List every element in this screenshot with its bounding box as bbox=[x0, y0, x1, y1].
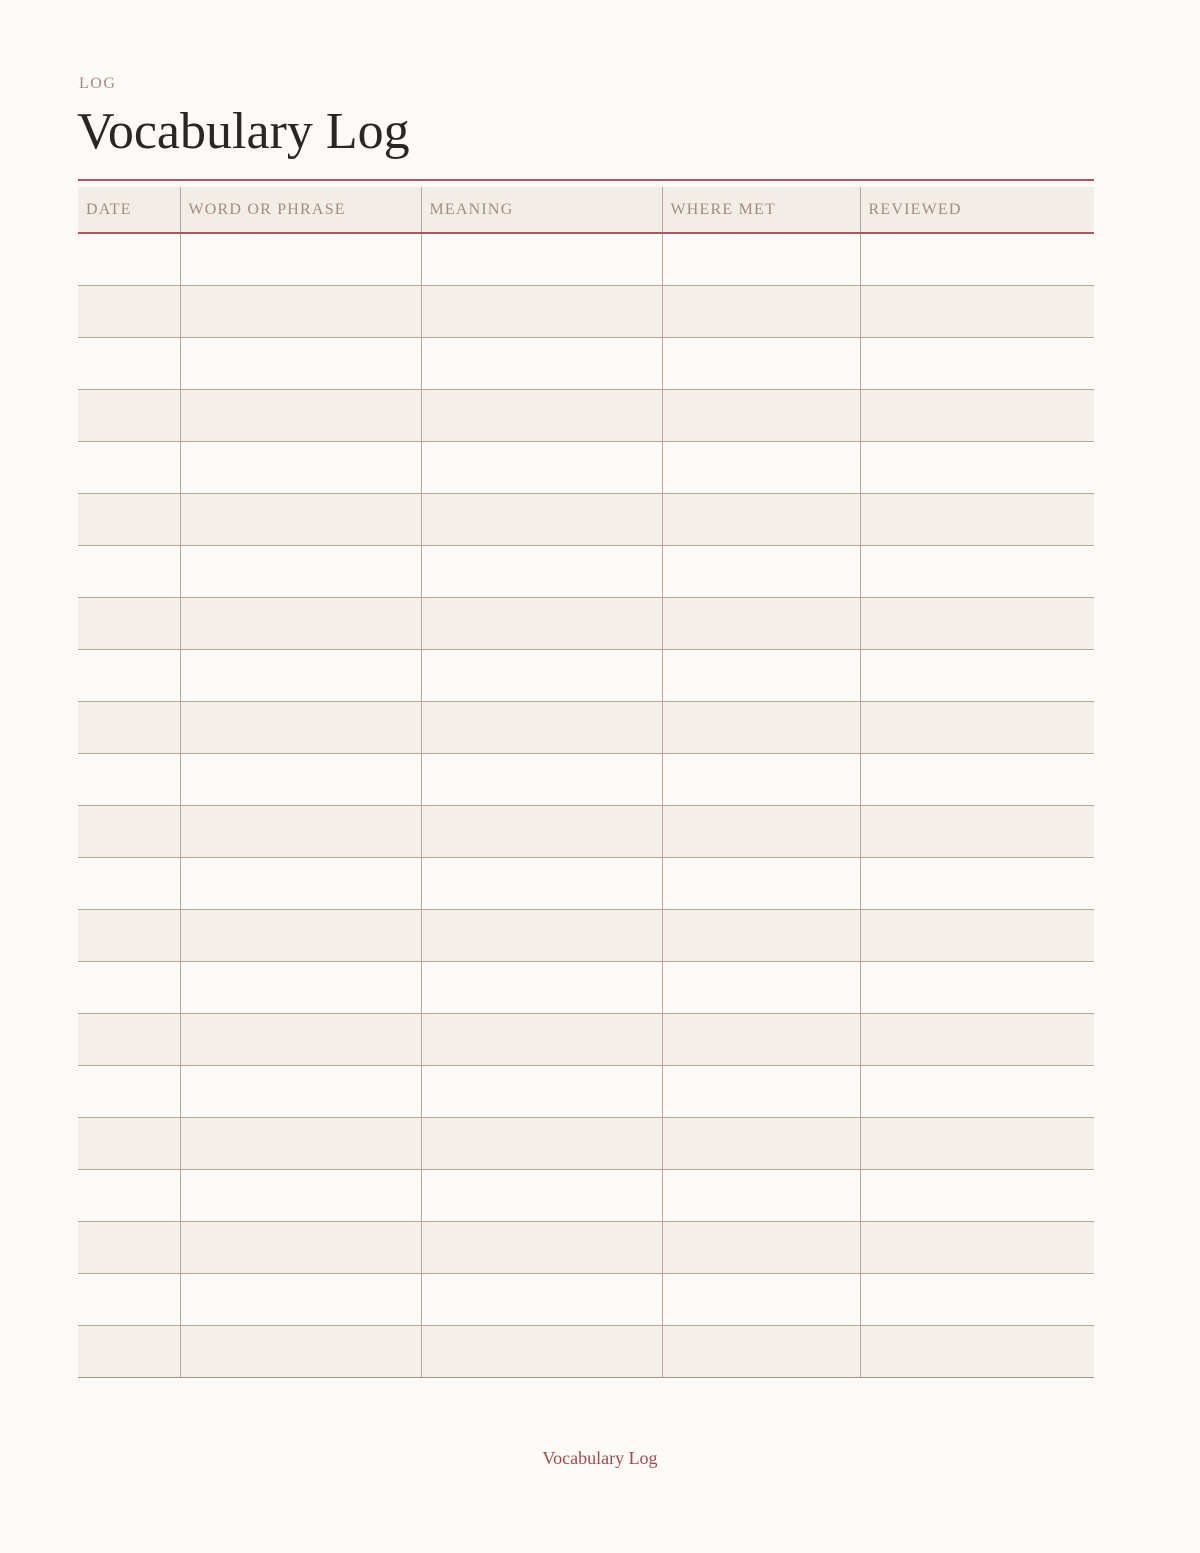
date-cell[interactable] bbox=[78, 545, 180, 597]
date-cell[interactable] bbox=[78, 285, 180, 337]
reviewed-cell[interactable] bbox=[860, 1065, 1094, 1117]
reviewed-cell[interactable] bbox=[860, 1221, 1094, 1273]
meaning-cell[interactable] bbox=[421, 1169, 662, 1221]
where-met-cell[interactable] bbox=[662, 337, 860, 389]
vocabulary-table-container bbox=[78, 179, 1094, 1378]
where-met-cell[interactable] bbox=[662, 909, 860, 961]
table-row bbox=[78, 389, 1094, 441]
meaning-cell[interactable] bbox=[421, 649, 662, 701]
where-met-cell[interactable] bbox=[662, 961, 860, 1013]
meaning-cell[interactable] bbox=[421, 1013, 662, 1065]
where-met-cell[interactable] bbox=[662, 1273, 860, 1325]
reviewed-cell[interactable] bbox=[860, 1013, 1094, 1065]
table-row bbox=[78, 909, 1094, 961]
reviewed-cell[interactable] bbox=[860, 441, 1094, 493]
meaning-cell[interactable] bbox=[421, 441, 662, 493]
meaning-cell[interactable] bbox=[421, 1325, 662, 1377]
word-or-phrase-cell[interactable] bbox=[180, 1013, 421, 1065]
where-met-cell[interactable] bbox=[662, 1117, 860, 1169]
word-or-phrase-cell[interactable] bbox=[180, 909, 421, 961]
date-cell[interactable] bbox=[78, 1169, 180, 1221]
word-or-phrase-cell[interactable] bbox=[180, 1065, 421, 1117]
reviewed-cell[interactable] bbox=[860, 649, 1094, 701]
column-header-meaning: MEANING bbox=[421, 187, 662, 233]
meaning-cell[interactable] bbox=[421, 545, 662, 597]
date-cell[interactable] bbox=[78, 389, 180, 441]
table-row bbox=[78, 597, 1094, 649]
reviewed-cell[interactable] bbox=[860, 701, 1094, 753]
meaning-cell[interactable] bbox=[421, 597, 662, 649]
word-or-phrase-cell[interactable] bbox=[180, 961, 421, 1013]
word-or-phrase-cell[interactable] bbox=[180, 753, 421, 805]
where-met-cell[interactable] bbox=[662, 1325, 860, 1377]
column-header-where-met: WHERE MET bbox=[662, 187, 860, 233]
reviewed-cell[interactable] bbox=[860, 1117, 1094, 1169]
table-row bbox=[78, 805, 1094, 857]
word-or-phrase-cell[interactable] bbox=[180, 1325, 421, 1377]
where-met-cell[interactable] bbox=[662, 649, 860, 701]
table-row bbox=[78, 493, 1094, 545]
meaning-cell[interactable] bbox=[421, 857, 662, 909]
where-met-cell[interactable] bbox=[662, 597, 860, 649]
date-cell[interactable] bbox=[78, 1325, 180, 1377]
where-met-cell[interactable] bbox=[662, 857, 860, 909]
page-footer: Vocabulary Log bbox=[542, 1448, 658, 1468]
page-title: Vocabulary Log bbox=[77, 103, 410, 160]
date-cell[interactable] bbox=[78, 597, 180, 649]
where-met-cell[interactable] bbox=[662, 753, 860, 805]
table-row bbox=[78, 545, 1094, 597]
page-eyebrow: LOG bbox=[79, 75, 117, 92]
reviewed-cell[interactable] bbox=[860, 857, 1094, 909]
word-or-phrase-cell[interactable] bbox=[180, 857, 421, 909]
column-header-date: DATE bbox=[78, 187, 180, 233]
reviewed-cell[interactable] bbox=[860, 961, 1094, 1013]
date-cell[interactable] bbox=[78, 649, 180, 701]
table-row bbox=[78, 337, 1094, 389]
reviewed-cell[interactable] bbox=[860, 389, 1094, 441]
table-row bbox=[78, 441, 1094, 493]
table-row bbox=[78, 233, 1094, 285]
where-met-cell[interactable] bbox=[662, 1221, 860, 1273]
date-cell[interactable] bbox=[78, 701, 180, 753]
reviewed-cell[interactable] bbox=[860, 233, 1094, 285]
where-met-cell[interactable] bbox=[662, 389, 860, 441]
word-or-phrase-cell[interactable] bbox=[180, 285, 421, 337]
where-met-cell[interactable] bbox=[662, 1169, 860, 1221]
meaning-cell[interactable] bbox=[421, 1117, 662, 1169]
table-row bbox=[78, 1273, 1094, 1325]
where-met-cell[interactable] bbox=[662, 1013, 860, 1065]
meaning-cell[interactable] bbox=[421, 1221, 662, 1273]
meaning-cell[interactable] bbox=[421, 961, 662, 1013]
date-cell[interactable] bbox=[78, 753, 180, 805]
word-or-phrase-cell[interactable] bbox=[180, 233, 421, 285]
word-or-phrase-cell[interactable] bbox=[180, 337, 421, 389]
word-or-phrase-cell[interactable] bbox=[180, 389, 421, 441]
meaning-cell[interactable] bbox=[421, 493, 662, 545]
meaning-cell[interactable] bbox=[421, 1065, 662, 1117]
word-or-phrase-cell[interactable] bbox=[180, 805, 421, 857]
meaning-cell[interactable] bbox=[421, 1273, 662, 1325]
table-row bbox=[78, 1169, 1094, 1221]
date-cell[interactable] bbox=[78, 1117, 180, 1169]
where-met-cell[interactable] bbox=[662, 285, 860, 337]
where-met-cell[interactable] bbox=[662, 233, 860, 285]
reviewed-cell[interactable] bbox=[860, 805, 1094, 857]
reviewed-cell[interactable] bbox=[860, 1325, 1094, 1377]
word-or-phrase-cell[interactable] bbox=[180, 493, 421, 545]
table-header-row bbox=[78, 187, 1094, 233]
table-row bbox=[78, 1013, 1094, 1065]
column-header-word-or-phrase: WORD OR PHRASE bbox=[180, 187, 421, 233]
meaning-cell[interactable] bbox=[421, 337, 662, 389]
table-row bbox=[78, 1221, 1094, 1273]
date-cell[interactable] bbox=[78, 337, 180, 389]
where-met-cell[interactable] bbox=[662, 701, 860, 753]
reviewed-cell[interactable] bbox=[860, 337, 1094, 389]
date-cell[interactable] bbox=[78, 909, 180, 961]
word-or-phrase-cell[interactable] bbox=[180, 1221, 421, 1273]
where-met-cell[interactable] bbox=[662, 493, 860, 545]
meaning-cell[interactable] bbox=[421, 389, 662, 441]
table-body bbox=[78, 233, 1094, 1377]
where-met-cell[interactable] bbox=[662, 1065, 860, 1117]
word-or-phrase-cell[interactable] bbox=[180, 1117, 421, 1169]
table-row bbox=[78, 649, 1094, 701]
date-cell[interactable] bbox=[78, 1013, 180, 1065]
table-row bbox=[78, 857, 1094, 909]
reviewed-cell[interactable] bbox=[860, 1169, 1094, 1221]
date-cell[interactable] bbox=[78, 233, 180, 285]
table-row bbox=[78, 1325, 1094, 1377]
where-met-cell[interactable] bbox=[662, 545, 860, 597]
word-or-phrase-cell[interactable] bbox=[180, 441, 421, 493]
table-row bbox=[78, 285, 1094, 337]
date-cell[interactable] bbox=[78, 857, 180, 909]
reviewed-cell[interactable] bbox=[860, 1273, 1094, 1325]
date-cell[interactable] bbox=[78, 961, 180, 1013]
reviewed-cell[interactable] bbox=[860, 285, 1094, 337]
word-or-phrase-cell[interactable] bbox=[180, 649, 421, 701]
reviewed-cell[interactable] bbox=[860, 597, 1094, 649]
meaning-cell[interactable] bbox=[421, 805, 662, 857]
word-or-phrase-cell[interactable] bbox=[180, 701, 421, 753]
table-row bbox=[78, 1117, 1094, 1169]
reviewed-cell[interactable] bbox=[860, 753, 1094, 805]
reviewed-cell[interactable] bbox=[860, 545, 1094, 597]
column-header-reviewed: REVIEWED bbox=[860, 187, 1094, 233]
date-cell[interactable] bbox=[78, 805, 180, 857]
meaning-cell[interactable] bbox=[421, 233, 662, 285]
date-cell[interactable] bbox=[78, 1221, 180, 1273]
reviewed-cell[interactable] bbox=[860, 493, 1094, 545]
reviewed-cell[interactable] bbox=[860, 909, 1094, 961]
date-cell[interactable] bbox=[78, 1065, 180, 1117]
table-row bbox=[78, 701, 1094, 753]
meaning-cell[interactable] bbox=[421, 909, 662, 961]
date-cell[interactable] bbox=[78, 493, 180, 545]
word-or-phrase-cell[interactable] bbox=[180, 545, 421, 597]
meaning-cell[interactable] bbox=[421, 285, 662, 337]
word-or-phrase-cell[interactable] bbox=[180, 1169, 421, 1221]
where-met-cell[interactable] bbox=[662, 805, 860, 857]
meaning-cell[interactable] bbox=[421, 753, 662, 805]
table-row bbox=[78, 1065, 1094, 1117]
vocabulary-table bbox=[78, 187, 1094, 1378]
table-row bbox=[78, 961, 1094, 1013]
date-cell[interactable] bbox=[78, 441, 180, 493]
word-or-phrase-cell[interactable] bbox=[180, 597, 421, 649]
date-cell[interactable] bbox=[78, 1273, 180, 1325]
where-met-cell[interactable] bbox=[662, 441, 860, 493]
table-row bbox=[78, 753, 1094, 805]
meaning-cell[interactable] bbox=[421, 701, 662, 753]
word-or-phrase-cell[interactable] bbox=[180, 1273, 421, 1325]
